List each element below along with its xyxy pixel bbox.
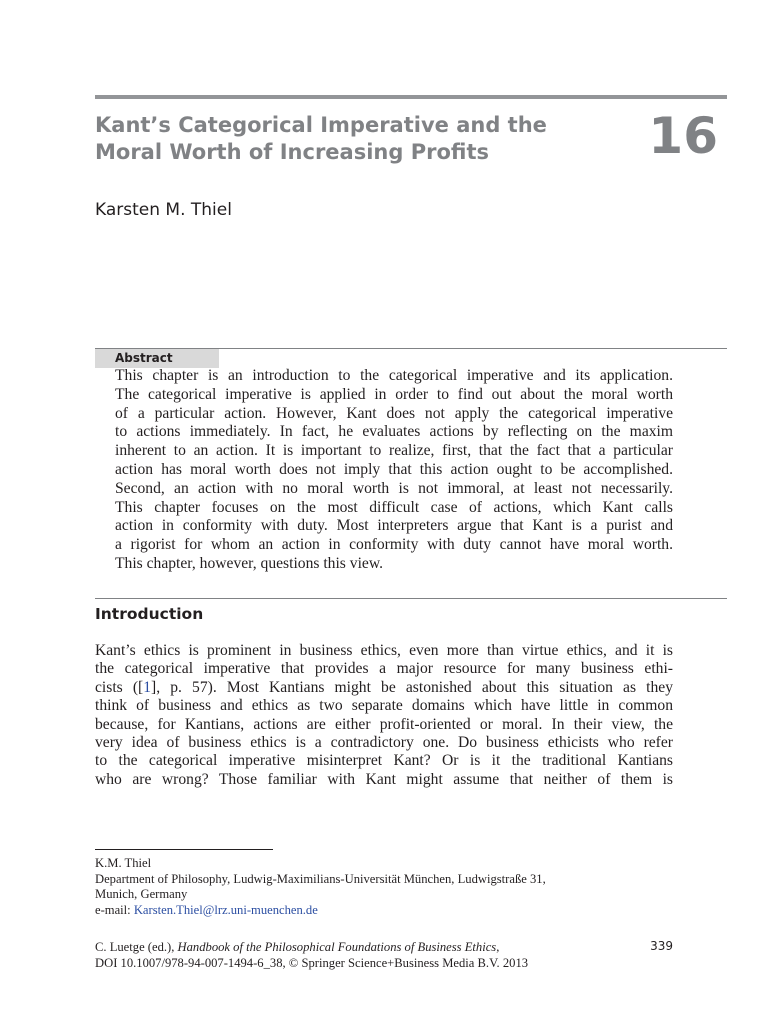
footnote-author: K.M. Thiel (95, 856, 152, 870)
author-footnote (95, 856, 695, 918)
footnote-email-line (95, 903, 695, 919)
chapter-title-line-2: Moral Worth of Increasing Profits (95, 140, 489, 164)
email-label: e-mail: (95, 902, 134, 917)
abstract-line: action in conformity with duty. Most interpreters argue that Kant is a purist and (115, 517, 673, 535)
body-text: ], p. 57). Most Kantians might be astonished about this situation as they (151, 678, 673, 696)
introduction-rule (95, 598, 727, 599)
chapter-title (95, 112, 615, 166)
body-line: the categorical imperative that provides a major resource for many business ethi- (95, 660, 673, 678)
body-line-with-reference (95, 679, 673, 697)
abstract-line: to actions immediately. In fact, he evaluates actions by reflecting on the maxim (115, 423, 673, 441)
body-line: because, for Kantians, actions are either profit-oriented or moral. In their view, the (95, 715, 673, 733)
abstract-line: inherent to an action. It is important to realize, first, that the fact that a particular (115, 442, 673, 460)
page-number: 339 (650, 939, 673, 953)
abstract-line: Second, an action with no moral worth is not immoral, at least not necessarily. (115, 479, 673, 497)
chapter-top-rule (95, 95, 727, 99)
abstract-line: This chapter focuses on the most difficult case of actions, which Kant calls (115, 498, 673, 516)
body-text: cists ([ (95, 678, 144, 696)
citation (95, 939, 675, 971)
citation-line-1 (95, 939, 675, 955)
footnote-rule (95, 849, 273, 850)
abstract-label: Abstract (95, 349, 219, 368)
chapter-title-line-1: Kant’s Categorical Imperative and the (95, 113, 547, 137)
citation-editor: C. Luetge (ed.), (95, 940, 178, 954)
citation-doi: DOI 10.1007/978-94-007-1494-6_38, © Springer Science+Business Media B.V. 2013 (95, 956, 529, 970)
email-link[interactable]: Karsten.Thiel@lrz.uni-muenchen.de (133, 902, 318, 917)
author-name: Karsten M. Thiel (95, 200, 232, 220)
abstract-text (115, 367, 673, 574)
abstract-line: a rigorist for whom an action in conformity with duty cannot have moral worth. (115, 536, 673, 554)
abstract-line: This chapter is an introduction to the categorical imperative and its application. (115, 367, 673, 384)
introduction-heading: Introduction (95, 605, 204, 623)
abstract-line: action has moral worth does not imply that this action ought to be accomplished. (115, 460, 673, 478)
body-line: think of business and ethics as two separate domains which have little in common (95, 697, 673, 715)
citation-book-title: Handbook of the Philosophical Foundations of Business Ethics (177, 940, 497, 954)
introduction-body (95, 642, 673, 789)
body-line: Kant’s ethics is prominent in business ethics, even more than virtue ethics, and it is (95, 642, 673, 659)
body-line: who are wrong? Those familiar with Kant might assume that neither of them is (95, 770, 673, 788)
citation-suffix: , (496, 940, 500, 954)
abstract-line: The categorical imperative is applied in order to find out about the moral worth (115, 385, 673, 403)
reference-link[interactable]: 1 (143, 678, 152, 696)
abstract-line: This chapter, however, questions this view. (115, 554, 383, 572)
footnote-city: Munich, Germany (95, 887, 188, 901)
footnote-affiliation: Department of Philosophy, Ludwig-Maximilians-Universität München, Ludwigstraße 31, (95, 871, 546, 886)
body-line: very idea of business ethics is a contradictory one. Do business ethicists who refer (95, 734, 673, 752)
abstract-line: of a particular action. However, Kant does not apply the categorical imperative (115, 404, 673, 422)
chapter-number: 16 (648, 107, 718, 165)
body-line: to the categorical imperative misinterpret Kant? Or is it the traditional Kantians (95, 752, 673, 770)
